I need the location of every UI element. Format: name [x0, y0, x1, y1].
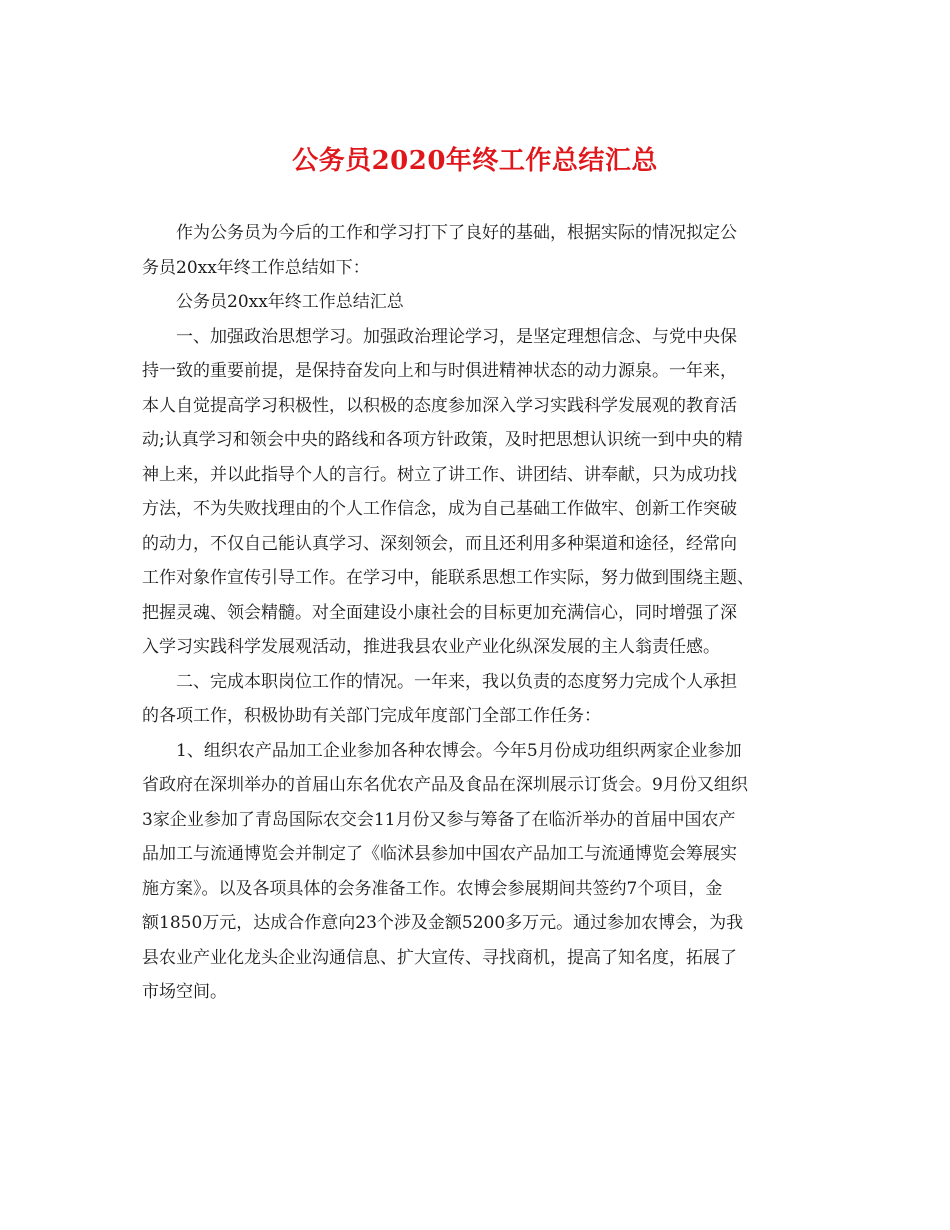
paragraph-line: 的动力，不仅自己能认真学习、深刻领会，而且还利用多种渠道和途径，经常向 [142, 533, 737, 554]
paragraph-line: 省政府在深圳举办的首届山东名优农产品及食品在深圳展示订货会。9月份又组织 [142, 775, 748, 795]
paragraph-line: 动;认真学习和领会中央的路线和各项方针政策，及时把思想认识统一到中央的精 [142, 430, 743, 450]
paragraph-line: 二、完成本职岗位工作的情况。一年来，我以负责的态度努力完成个人承担 [176, 671, 737, 692]
paragraph-line: 县农业产业化龙头企业沟通信息、扩大宣传、寻找商机，提高了知名度，拓展了 [142, 947, 737, 968]
paragraph-line: 的各项工作，积极协助有关部门完成年度部门全部工作任务： [142, 706, 601, 726]
paragraph-line: 神上来，并以此指导个人的言行。树立了讲工作、讲团结、讲奉献，只为成功找 [142, 464, 737, 485]
paragraph-line: 把握灵魂、领会精髓。对全面建设小康社会的目标更加充满信心，同时增强了深 [142, 602, 737, 623]
paragraph-line: 持一致的重要前提，是保持奋发向上和与时俱进精神状态的动力源泉。一年来， [142, 361, 737, 381]
paragraph-line: 入学习实践科学发展观活动，推进我县农业产业化纵深发展的主人翁责任感。 [142, 637, 720, 657]
paragraph-line: 公务员20xx年终工作总结汇总 [176, 292, 404, 312]
paragraph-line: 工作对象作宣传引导工作。在学习中，能联系思想工作实际，努力做到围绕主题、 [142, 568, 754, 588]
paragraph-line: 额1850万元，达成合作意向23个涉及金额5200多万元。通过参加农博会，为我 [142, 913, 744, 933]
paragraph-line: 市场空间。 [142, 982, 227, 1002]
paragraph-line: 务员20xx年终工作总结如下： [142, 257, 370, 278]
paragraph-line: 品加工与流通博览会并制定了《临沭县参加中国农产品加工与流通博览会筹展实 [142, 844, 737, 864]
paragraph-line: 本人自觉提高学习积极性，以积极的态度参加深入学习实践科学发展观的教育活 [142, 395, 737, 416]
paragraph-line: 3家企业参加了青岛国际农交会11月份又参与筹备了在临沂举办的首届中国农产 [142, 809, 736, 830]
paragraph-line: 一、加强政治思想学习。加强政治理论学习，是坚定理想信念、与党中央保 [176, 326, 737, 347]
document-body [142, 216, 810, 1010]
paragraph-line: 方法，不为失败找理由的个人工作信念，成为自己基础工作做牢、创新工作突破 [142, 499, 737, 519]
document-title: 公务员2020年终工作总结汇总 [292, 146, 658, 176]
paragraph-line: 作为公务员为今后的工作和学习打下了良好的基础，根据实际的情况拟定公 [176, 223, 737, 243]
paragraph-line: 施方案》。以及各项具体的会务准备工作。农博会参展期间共签约7个项目，金 [142, 878, 723, 899]
paragraph-line: 1、组织农产品加工企业参加各种农博会。今年5月份成功组织两家企业参加 [176, 740, 742, 761]
